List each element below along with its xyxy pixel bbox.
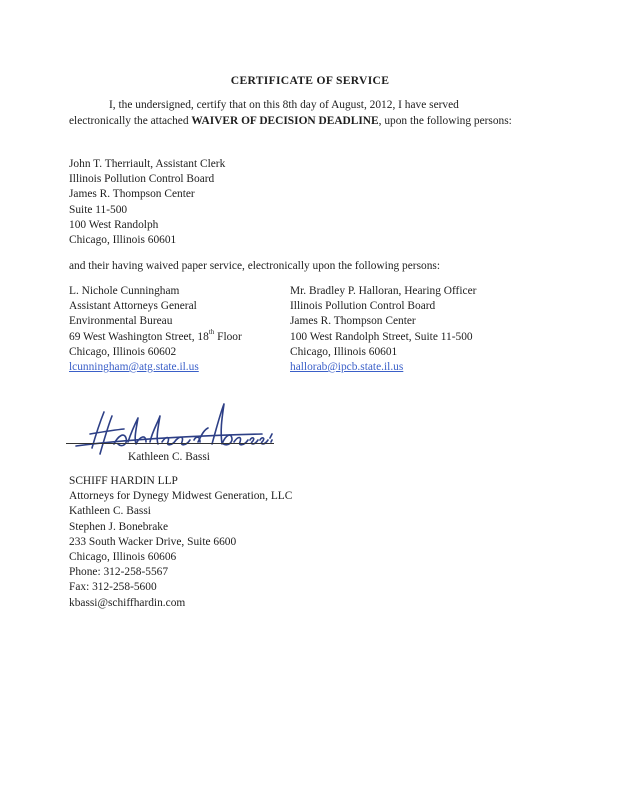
recipient-line: 100 West Randolph	[69, 218, 159, 231]
firm-line: Kathleen C. Bassi	[69, 505, 151, 518]
signature-line	[66, 443, 274, 444]
firm-line: Stephen J. Bonebrake	[69, 520, 169, 533]
left-contact	[69, 284, 242, 375]
street-text: 69 West Washington Street, 18	[69, 330, 209, 343]
page-title: CERTIFICATE OF SERVICE	[230, 74, 390, 87]
firm-line: 233 South Wacker Drive, Suite 6600	[69, 535, 237, 548]
contact-line: Illinois Pollution Control Board	[290, 300, 436, 313]
document-name: WAIVER OF DECISION DEADLINE	[191, 115, 379, 127]
contact-line: Assistant Attorneys General	[69, 300, 197, 313]
recipient-line: James R. Thompson Center	[69, 188, 195, 201]
right-contact	[290, 284, 476, 375]
contact-line: Environmental Bureau	[69, 315, 173, 328]
email-link-halloran[interactable]: hallorab@ipcb.state.il.us	[290, 361, 404, 374]
firm-phone: Phone: 312-258-5567	[69, 566, 169, 579]
waived-service-text	[69, 259, 440, 274]
waived-service-line: and their having waived paper service, electronically upon the following persons:	[69, 260, 441, 272]
recipient-line: Illinois Pollution Control Board	[69, 173, 215, 186]
recipient-line: John T. Therriault, Assistant Clerk	[69, 158, 226, 170]
email-link-cunningham[interactable]: lcunningham@atg.state.il.us	[69, 361, 199, 374]
street-superscript: th	[208, 327, 215, 336]
intro-suffix: , upon the following persons:	[378, 115, 512, 127]
intro-paragraph	[69, 97, 519, 129]
firm-fax: Fax: 312-258-5600	[69, 581, 157, 594]
contact-line: Chicago, Illinois 60602	[69, 345, 177, 358]
contact-line: 100 West Randolph Street, Suite 11-500	[290, 330, 473, 343]
recipient-address	[69, 157, 225, 248]
firm-line: SCHIFF HARDIN LLP	[69, 475, 178, 487]
intro-prefix: I, the undersigned, certify that on this 8th day of August, 2012, I have served electronically the attached	[69, 99, 459, 127]
contact-line: Mr. Bradley P. Halloran, Hearing Officer	[290, 285, 477, 297]
street-text-end: Floor	[214, 330, 242, 343]
contact-line: L. Nichole Cunningham	[69, 285, 180, 297]
firm-email[interactable]: kbassi@schiffhardin.com	[69, 596, 186, 609]
contact-line: Chicago, Illinois 60601	[290, 345, 398, 358]
signatory-name: Kathleen C. Bassi	[128, 451, 210, 463]
firm-line: Attorneys for Dynegy Midwest Generation, LLC	[69, 490, 293, 503]
recipient-line: Chicago, Illinois 60601	[69, 234, 177, 247]
recipient-line: Suite 11-500	[69, 203, 128, 216]
firm-block	[69, 474, 292, 611]
contact-street	[69, 327, 242, 345]
contact-line: James R. Thompson Center	[290, 315, 416, 328]
firm-line: Chicago, Illinois 60606	[69, 551, 177, 564]
